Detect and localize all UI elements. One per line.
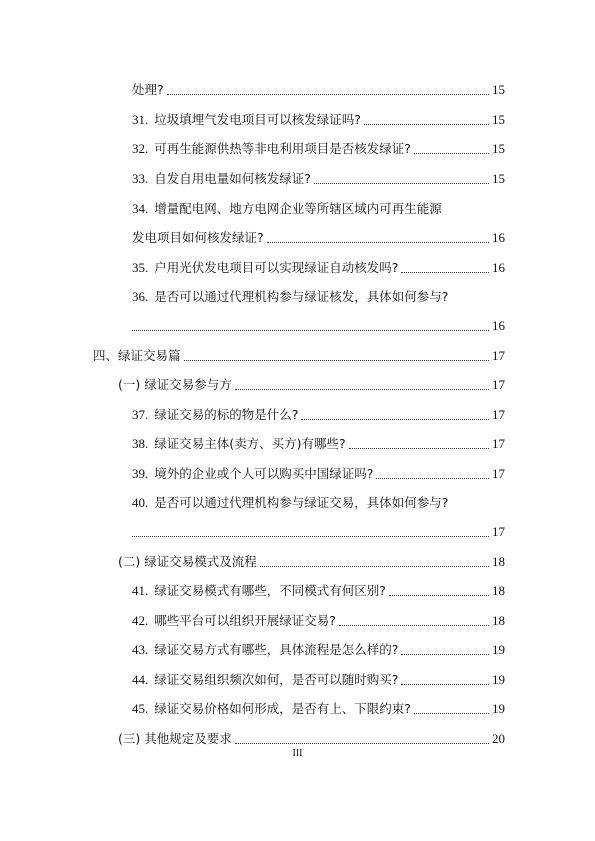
toc-section-4[interactable] <box>93 348 505 364</box>
toc-entry-title: 发电项目如何核发绿证? <box>132 230 264 245</box>
toc-entry-41[interactable] <box>132 583 505 599</box>
toc-entry-title: 绿证交易模式有哪些，不同模式有何区别? <box>154 583 386 598</box>
toc-entry-36[interactable] <box>132 289 505 305</box>
toc-entry-title: 垃圾填埋气发电项目可以核发绿证吗? <box>154 112 361 127</box>
toc-page-number: 15 <box>492 112 505 127</box>
toc-entry-31[interactable] <box>132 112 505 128</box>
toc-entry-39[interactable] <box>132 466 505 482</box>
toc-subsection-2[interactable] <box>118 554 505 570</box>
toc-entry-title: 绿证交易主体(卖方、买方)有哪些? <box>154 436 346 451</box>
toc-page-number: 17 <box>492 407 505 422</box>
toc-entry-title: 自发自用电量如何核发绿证? <box>154 171 311 186</box>
toc-page-number: 16 <box>492 230 505 245</box>
toc-entry-45[interactable] <box>132 701 505 717</box>
toc-entry-number: 41. <box>132 583 149 598</box>
leader-dots <box>389 594 489 596</box>
leader-dots <box>339 624 489 626</box>
toc-entry-36-continuation[interactable] <box>132 318 505 334</box>
toc-page-number: 20 <box>492 731 505 746</box>
leader-dots <box>414 152 489 154</box>
toc-page-number: 17 <box>492 377 505 392</box>
toc-entry-title: 是否可以通过代理机构参与绿证核发，具体如何参与? <box>154 289 449 304</box>
leader-dots <box>235 388 489 390</box>
toc-entry-title: 增量配电网、地方电网企业等所辖区域内可再生能源 <box>154 201 442 216</box>
leader-dots <box>314 182 489 184</box>
toc-page-number: 19 <box>492 642 505 657</box>
leader-dots <box>401 683 489 685</box>
toc-entry-44[interactable] <box>132 672 505 688</box>
toc-entry-43[interactable] <box>132 642 505 658</box>
toc-entry-number: 31. <box>132 112 149 127</box>
toc-entry-40-continuation[interactable] <box>132 524 505 540</box>
toc-entry-35[interactable] <box>132 260 505 276</box>
toc-page-number: 15 <box>492 82 505 97</box>
leader-dots <box>401 653 489 655</box>
toc-entry-number: 36. <box>132 289 149 304</box>
toc-entry-34[interactable] <box>132 201 505 217</box>
toc-entry-37[interactable] <box>132 407 505 423</box>
toc-entry-title: 处理? <box>132 82 164 97</box>
leader-dots <box>301 418 489 420</box>
toc-entry-number: 40. <box>132 495 149 510</box>
toc-page-number: 17 <box>492 348 505 363</box>
page-footer-number: III <box>292 748 303 759</box>
leader-dots <box>260 565 489 567</box>
toc-entry-title: 境外的企业或个人可以购买中国绿证吗? <box>154 466 374 481</box>
leader-dots <box>376 477 489 479</box>
toc-subsection-1[interactable] <box>118 377 505 393</box>
toc-page-number: 19 <box>492 701 505 716</box>
toc-page-number: 16 <box>492 260 505 275</box>
toc-entry-title: 户用光伏发电项目可以实现绿证自动核发吗? <box>154 260 399 275</box>
leader-dots <box>364 123 489 125</box>
toc-entry-30-continuation[interactable] <box>132 82 505 98</box>
leader-dots <box>167 93 489 95</box>
toc-entry-34-continuation[interactable] <box>132 230 505 246</box>
toc-entry-number: 37. <box>132 407 149 422</box>
toc-subsection-title: (一) 绿证交易参与方 <box>118 377 232 392</box>
toc-page-number: 19 <box>492 672 505 687</box>
toc-entry-title: 绿证交易价格如何形成，是否有上、下限约束? <box>154 701 411 716</box>
leader-dots <box>184 359 489 361</box>
toc-page-number: 18 <box>492 583 505 598</box>
toc-entry-number: 45. <box>132 701 149 716</box>
toc-page-number: 16 <box>492 318 505 333</box>
toc-entry-title: 绿证交易方式有哪些，具体流程是怎么样的? <box>154 642 399 657</box>
toc-entry-number: 39. <box>132 466 149 481</box>
toc-entry-number: 42. <box>132 613 149 628</box>
leader-dots <box>235 742 489 744</box>
toc-entry-number: 35. <box>132 260 149 275</box>
toc-entry-title: 可再生能源供热等非电利用项目是否核发绿证? <box>154 141 411 156</box>
toc-page-number: 17 <box>492 436 505 451</box>
toc-page-number: 15 <box>492 141 505 156</box>
toc-entry-number: 38. <box>132 436 149 451</box>
toc-entry-32[interactable] <box>132 141 505 157</box>
toc-section-title: 四、绿证交易篇 <box>93 348 181 363</box>
toc-entry-number: 44. <box>132 672 149 687</box>
leader-dots <box>132 329 489 331</box>
toc-entry-number: 43. <box>132 642 149 657</box>
toc-entry-title: 哪些平台可以组织开展绿证交易? <box>154 613 336 628</box>
toc-subsection-3[interactable] <box>118 731 505 747</box>
toc-subsection-title: (二) 绿证交易模式及流程 <box>118 554 257 569</box>
toc-entry-38[interactable] <box>132 436 505 452</box>
leader-dots <box>132 535 489 537</box>
toc-entry-33[interactable] <box>132 171 505 187</box>
toc-entry-title: 是否可以通过代理机构参与绿证交易，具体如何参与? <box>154 495 449 510</box>
toc-entry-40[interactable] <box>132 495 505 511</box>
toc-page-number: 17 <box>492 524 505 539</box>
toc-entry-42[interactable] <box>132 613 505 629</box>
toc-entry-title: 绿证交易组织频次如何，是否可以随时购买? <box>154 672 399 687</box>
toc-entry-title: 绿证交易的标的物是什么? <box>154 407 299 422</box>
toc-entry-number: 32. <box>132 141 149 156</box>
toc-page-number: 15 <box>492 171 505 186</box>
toc-page-number: 17 <box>492 466 505 481</box>
toc-subsection-title: (三) 其他规定及要求 <box>118 731 232 746</box>
leader-dots <box>267 241 489 243</box>
toc-page-number: 18 <box>492 613 505 628</box>
toc-entry-number: 33. <box>132 171 149 186</box>
toc-entry-number: 34. <box>132 201 149 216</box>
leader-dots <box>349 447 489 449</box>
toc-page-number: 18 <box>492 554 505 569</box>
leader-dots <box>401 271 489 273</box>
leader-dots <box>414 712 489 714</box>
